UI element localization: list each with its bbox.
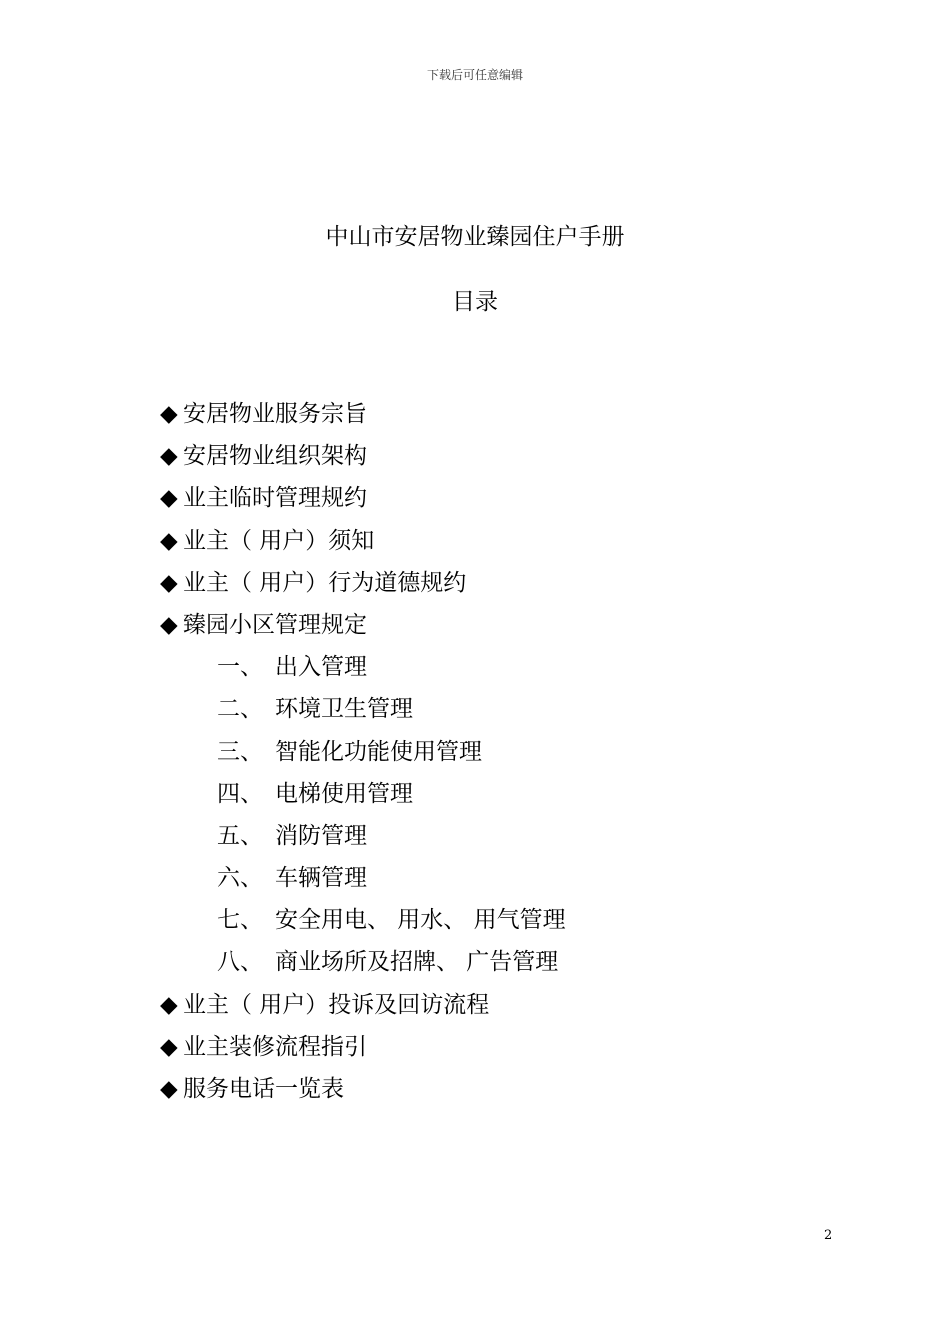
toc-entry[interactable] bbox=[160, 565, 860, 607]
toc-entry-label: 环境卫生管理 bbox=[275, 696, 413, 723]
toc-subentry[interactable] bbox=[160, 649, 860, 691]
toc-subentry[interactable] bbox=[160, 818, 860, 860]
toc-entry[interactable] bbox=[160, 987, 860, 1029]
diamond-bullet-icon: ◆ bbox=[160, 569, 178, 596]
toc-entry-label: 安居物业组织架构 bbox=[183, 443, 367, 470]
toc-title: 目录 bbox=[452, 289, 498, 315]
toc-subentry[interactable] bbox=[160, 860, 860, 902]
toc-entry-label: 臻园小区管理规定 bbox=[183, 611, 367, 638]
toc-subentry-number: 二、 bbox=[217, 696, 263, 723]
toc-entry[interactable] bbox=[160, 607, 860, 649]
toc-subentry-number: 八、 bbox=[217, 949, 263, 976]
toc-entry-label: 消防管理 bbox=[275, 822, 367, 849]
toc-entry[interactable] bbox=[160, 438, 860, 480]
toc-entry[interactable] bbox=[160, 480, 860, 522]
toc-entry[interactable] bbox=[160, 523, 860, 565]
toc-entry-label: 服务电话一览表 bbox=[183, 1076, 344, 1102]
toc-subentry-number: 三、 bbox=[217, 738, 263, 765]
diamond-bullet-icon: ◆ bbox=[160, 991, 178, 1018]
diamond-bullet-icon: ◆ bbox=[160, 1033, 178, 1060]
toc-entry-label: 业主（ 用户）投诉及回访流程 bbox=[183, 991, 490, 1018]
toc-entry-label: 安居物业服务宗旨 bbox=[183, 401, 367, 427]
diamond-bullet-icon: ◆ bbox=[160, 485, 178, 512]
toc-entry[interactable] bbox=[160, 1071, 860, 1113]
toc-entry-label: 安全用电、 用水、 用气管理 bbox=[275, 907, 566, 934]
toc-subentry[interactable] bbox=[160, 902, 860, 944]
toc-subentry[interactable] bbox=[160, 944, 860, 986]
toc-subentry[interactable] bbox=[160, 691, 860, 733]
toc-entry-label: 业主装修流程指引 bbox=[183, 1033, 367, 1060]
diamond-bullet-icon: ◆ bbox=[160, 1076, 178, 1102]
table-of-contents bbox=[160, 396, 860, 1113]
toc-subentry-number: 七、 bbox=[217, 907, 263, 934]
toc-subentry-number: 四、 bbox=[217, 780, 263, 807]
toc-entry[interactable] bbox=[160, 1029, 860, 1071]
toc-entry-label: 出入管理 bbox=[275, 654, 367, 681]
diamond-bullet-icon: ◆ bbox=[160, 443, 178, 470]
toc-subentry[interactable] bbox=[160, 776, 860, 818]
header-note: 下载后可任意编辑 bbox=[426, 68, 523, 82]
toc-entry-label: 智能化功能使用管理 bbox=[275, 738, 482, 765]
toc-entry-label: 业主（ 用户）行为道德规约 bbox=[183, 569, 467, 596]
diamond-bullet-icon: ◆ bbox=[160, 527, 178, 554]
toc-subentry-number: 一、 bbox=[217, 654, 263, 681]
toc-subentry[interactable] bbox=[160, 734, 860, 776]
toc-entry[interactable] bbox=[160, 396, 860, 438]
toc-entry-label: 业主临时管理规约 bbox=[183, 485, 367, 512]
toc-entry-label: 车辆管理 bbox=[275, 865, 367, 892]
toc-entry-label: 商业场所及招牌、 广告管理 bbox=[275, 949, 559, 976]
page-number: 2 bbox=[824, 1228, 833, 1243]
toc-subentry-number: 六、 bbox=[217, 865, 263, 892]
toc-subentry-number: 五、 bbox=[217, 822, 263, 849]
toc-entry-label: 电梯使用管理 bbox=[275, 780, 413, 807]
document-title: 中山市安居物业臻园住户手册 bbox=[325, 224, 625, 250]
diamond-bullet-icon: ◆ bbox=[160, 611, 178, 638]
diamond-bullet-icon: ◆ bbox=[160, 401, 178, 427]
toc-entry-label: 业主（ 用户）须知 bbox=[183, 527, 375, 554]
